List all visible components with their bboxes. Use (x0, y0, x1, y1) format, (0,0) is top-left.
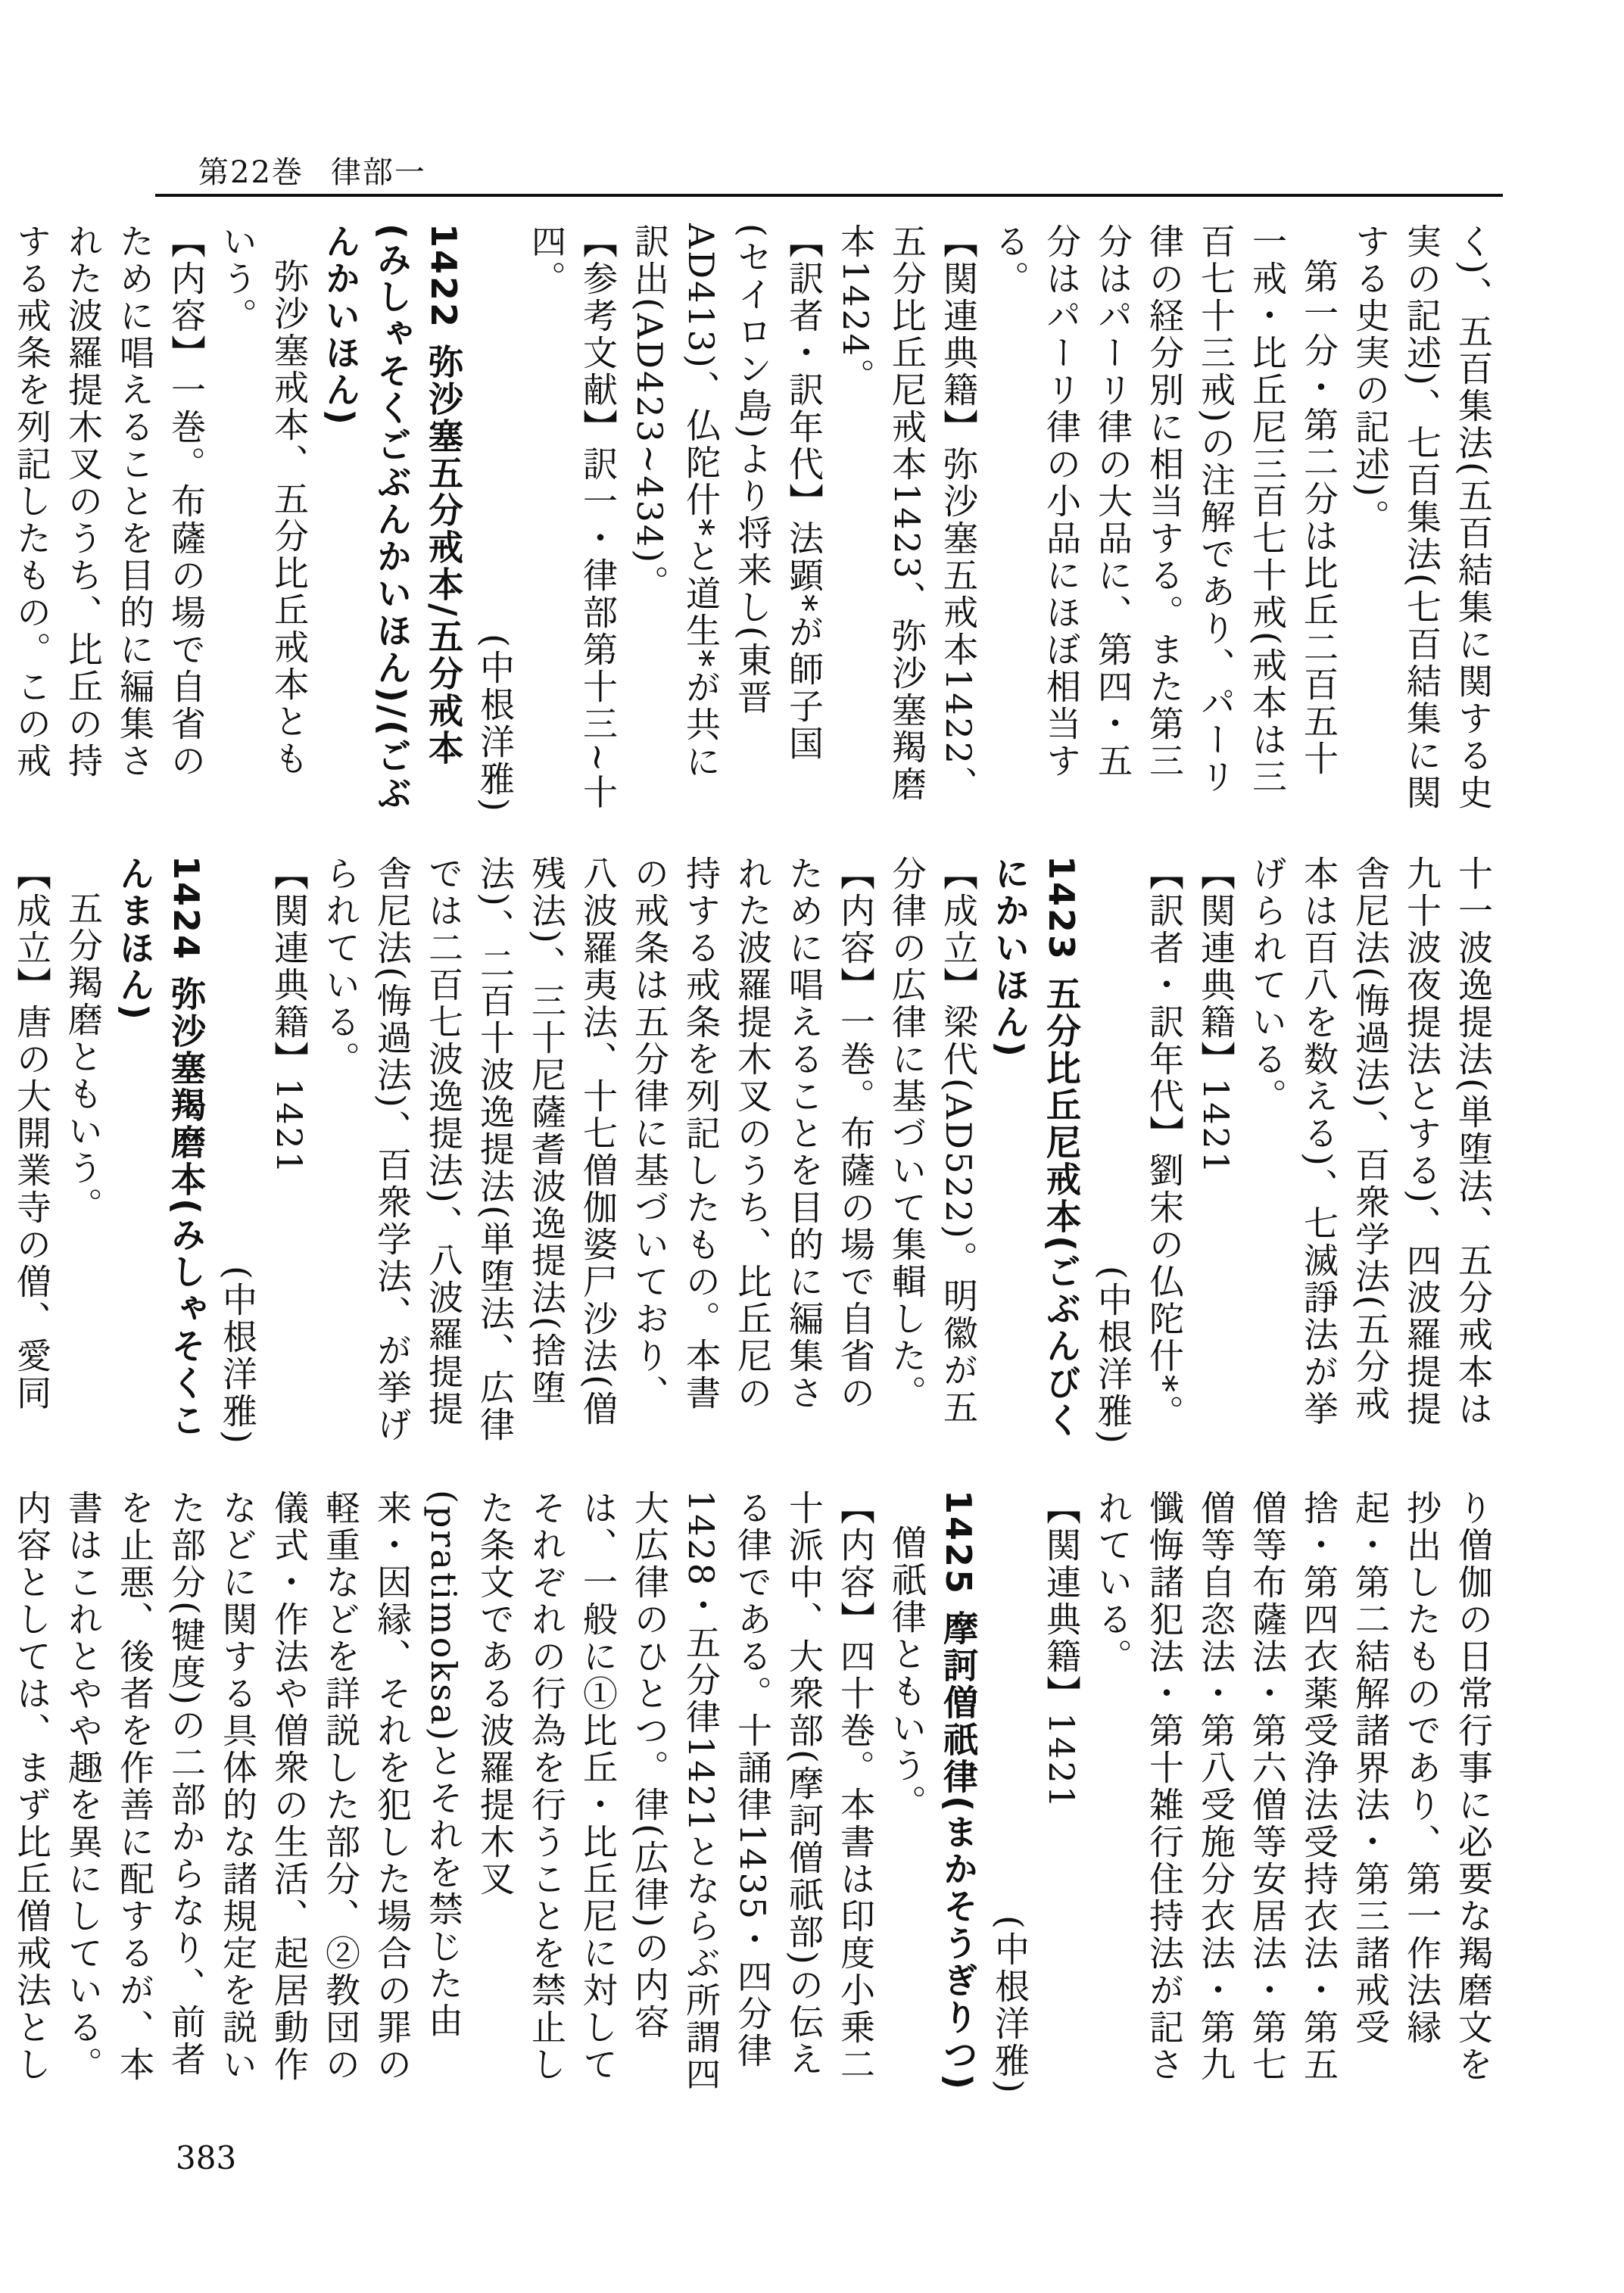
text-tier-lower (11, 1490, 1499, 2095)
entry-heading: 1424 弥沙塞羯磨本(みしゃそくこんまほん) (114, 855, 207, 1440)
paragraph: く)、五百集法(五百結集に関する史実の記述)、七百集法(七百結集に関する史実の記述)。 (1350, 223, 1494, 812)
paragraph: 【関連典籍】1421 (1195, 855, 1236, 1176)
running-header (198, 148, 426, 192)
text-tier-upper (11, 223, 1499, 814)
paragraph: 【関連典籍】弥沙塞五戒本1422、五分比丘尼戒本1423、弥沙塞羯磨本1424。 (835, 223, 979, 804)
paragraph: 【成立】唐の大開業寺の僧、愛同 (11, 855, 52, 1412)
page-number: 383 (176, 2139, 237, 2176)
paragraph: 【参考文献】訳一・律部第十三~十四。 (526, 223, 619, 812)
paragraph: 【訳者・訳年代】劉宋の仏陀什*。 (1144, 855, 1185, 1432)
paragraph: 【成立】梁代(AD522)。明徽が五分律の広律に基づいて集輯した。 (887, 855, 979, 1426)
author-credit: (中根洋雅) (990, 1915, 1030, 2095)
section-label: 律部一 (330, 155, 426, 190)
entry-heading: 1422 弥沙塞五分戒本/五分戒本(みしゃそくごぶんかいほん)/(ごぶんかいほん) (320, 223, 464, 812)
header-rule (155, 194, 1503, 197)
paragraph: 【内容】一巻。布薩の場で自省のために唱えることを目的に編集された波羅提木叉のうち、比丘尼の持する戒条を列記したもの。本書の戒条は五分律に基づいており、八波羅夷法、十七僧伽婆尸沙法(僧残法)、三十尼薩耆波逸提法(捨堕法)、二百十波逸提法(単堕法、広律では二百七波逸提法)、八波羅提提舎尼法(悔過法)、百衆学法、が挙げられている。 (320, 855, 876, 1444)
paragraph: 弥沙塞戒本、五分比丘戒本ともいう。 (217, 223, 310, 777)
volume-label: 第22巻 (198, 155, 304, 190)
paragraph: 【内容】四十巻。本書は印度小乗二十派中、大衆部(摩訶僧祇部)の伝える律である。十誦律1435・四分律1428・五分律1421とならぶ所謂四大広律のひとつ。律(広律)の内容は、一般に①比丘・比丘尼に対してそれぞれの行為を行うことを禁止した条文である波羅提木叉(pratimoksa)とそれを禁じた由来・因縁、それを犯した場合の罪の軽重などを詳説した部分、②教団の儀式・作法や僧衆の生活、起居動作などに関する具体的な諸規定を説いた部分(犍度)の二部からなり、前者を止悪、後者を作善に配するが、本書はこれとやや趣を異にしている。内容としては、まず比丘僧戒法とし (11, 1490, 876, 2094)
paragraph: 十一波逸提法(単堕法、五分戒本は九十波夜提法とする)、四波羅提提舎尼法(悔過法)、百衆学法(五分戒本は百八を数える)、七滅諍法が挙げられている。 (1247, 855, 1494, 1428)
entry-heading: 1423 五分比丘尼戒本(ごぶんびくにかいほん) (990, 855, 1082, 1440)
author-credit: (中根洋雅) (1093, 1266, 1133, 1446)
paragraph: 五分羯磨ともいう。 (63, 890, 104, 1224)
paragraph: 【関連典籍】1421 (1041, 1490, 1082, 1811)
paragraph: 僧祇律ともいう。 (887, 1525, 927, 1821)
paragraph: 【訳者・訳年代】法顕*が師子国(セイロン島)より将来し(東晋AD413)、仏陀什*と道生*が共に訳出(AD423~434)。 (629, 223, 824, 780)
text-tier-middle (11, 855, 1499, 1446)
paragraph: 第一分・第二分は比丘二百五十一戒・比丘尼三百七十戒(戒本は三百七十三戒)の注解であり、パーリ律の経分別に相当する。また第三分はパーリ律の大品に、第四・五分はパーリ律の小品にほぼ相当する。 (990, 223, 1339, 796)
paragraph: 【内容】一巻。布薩の場で自省のために唱えることを目的に編集された波羅提木叉のうち、比丘の持する戒条を列記したもの。この戒 (11, 223, 207, 780)
paragraph: 【関連典籍】1421 (269, 855, 310, 1176)
entry-heading: 1425 摩訶僧祇律(まかそうぎりつ) (938, 1490, 979, 2092)
author-credit: (中根洋雅) (475, 634, 516, 814)
author-credit: (中根洋雅) (217, 1266, 258, 1446)
paragraph: り僧伽の日常行事に必要な羯磨文を抄出したものであり、第一作法縁起・第二結解諸界法・第三諸戒受捨・第四衣薬受浄法受持衣法・第五僧等布薩法・第六僧等安居法・第七僧等自恣法・第八受施分衣法・第九懺悔諸犯法・第十雑行住持法が記されている。 (1093, 1490, 1494, 2083)
